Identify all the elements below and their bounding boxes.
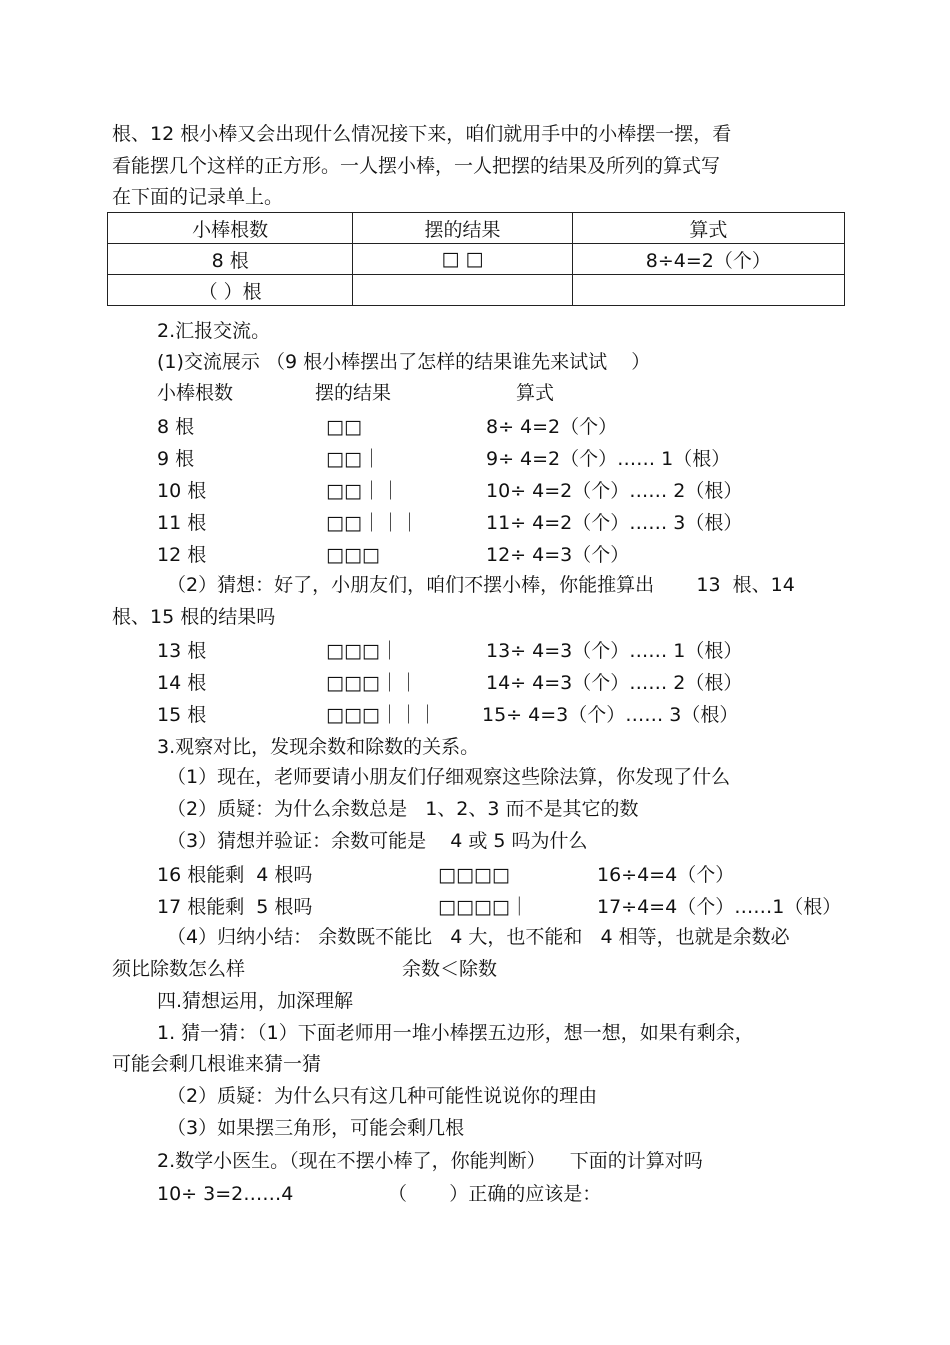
- guess-line-1: （2）猜想：好了，小朋友们，咱们不摆小棒，你能推算出 13 根、14: [167, 574, 795, 596]
- row-count: 10 根: [157, 480, 207, 502]
- summary-line-1: （4）归纳小结： 余数既不能比 4 大，也不能和 4 相等，也就是余数必: [167, 926, 790, 948]
- row-formula: 8÷ 4=2（个）: [486, 416, 618, 438]
- row-count: 14 根: [157, 672, 207, 694]
- col-header: 小棒根数: [157, 382, 234, 404]
- summary-line-2: 须比除数怎么样: [112, 958, 246, 980]
- row-result: □□□｜: [326, 640, 399, 662]
- guess-question-3: （3）如果摆三角形，可能会剩几根: [167, 1117, 465, 1139]
- col-header: 算式: [516, 382, 555, 404]
- question-2: （2）质疑：为什么余数总是 1、2、3 而不是其它的数: [167, 798, 639, 820]
- summary-answer: 余数＜除数: [402, 958, 498, 980]
- row-formula: 11÷ 4=2（个）…… 3（根）: [486, 512, 743, 534]
- row-formula: 13÷ 4=3（个）…… 1（根）: [486, 640, 743, 662]
- table-cell: 8 根: [108, 244, 353, 275]
- row-count: 13 根: [157, 640, 207, 662]
- row-result: □□□: [326, 544, 380, 566]
- row-result: □□｜｜: [326, 480, 400, 502]
- section-2-title: 2.汇报交流。: [157, 320, 271, 342]
- table-row: [108, 244, 845, 275]
- correction-prompt: （ ）正确的应该是：: [388, 1183, 602, 1205]
- row-formula: 14÷ 4=3（个）…… 2（根）: [486, 672, 743, 694]
- row-formula: 10÷ 4=2（个）…… 2（根）: [486, 480, 743, 502]
- row-formula: 17÷4=4（个）……1（根）: [597, 896, 842, 918]
- intro-line-3: 在下面的记录单上。: [112, 186, 284, 208]
- table-cell: □ □: [353, 244, 572, 275]
- table-cell: [572, 275, 844, 306]
- row-result: □□□｜｜｜: [326, 704, 437, 726]
- section-4-title: 四.猜想运用，加深理解: [157, 990, 354, 1012]
- row-formula: 15÷ 4=3（个）…… 3（根）: [482, 704, 739, 726]
- table-cell: [353, 275, 572, 306]
- question-3: （3）猜想并验证：余数可能是 4 或 5 吗为什么: [167, 830, 588, 852]
- guess-line-2: 根、15 根的结果吗: [112, 606, 276, 628]
- row-result: □□｜｜｜: [326, 512, 419, 534]
- row-count: 15 根: [157, 704, 207, 726]
- row-count: 12 根: [157, 544, 207, 566]
- guess-game-line-1: 1. 猜一猜：（1）下面老师用一堆小棒摆五边形，想一想，如果有剩余，: [157, 1022, 754, 1044]
- row-count: 11 根: [157, 512, 207, 534]
- question-1: （1）现在，老师要请小朋友们仔细观察这些除法算，你发现了什么: [167, 766, 731, 788]
- row-result: □□□□: [438, 864, 510, 886]
- row-result: □□｜: [326, 448, 381, 470]
- section-2-sub1: (1)交流展示 （9 根小棒摆出了怎样的结果谁先来试试 ）: [157, 351, 651, 373]
- row-count: 8 根: [157, 416, 195, 438]
- row-result: □□□｜｜: [326, 672, 418, 694]
- table-header: 小棒根数: [108, 213, 353, 244]
- row-result: □□□□｜: [438, 896, 529, 918]
- row-count: 9 根: [157, 448, 195, 470]
- row-count: 17 根能剩 5 根吗: [157, 896, 313, 918]
- intro-line-2: 看能摆几个这样的正方形。一人摆小棒，一人把摆的结果及所列的算式写: [112, 155, 721, 177]
- table-cell: （ ）根: [108, 275, 353, 306]
- row-formula: 9÷ 4=2（个）…… 1（根）: [486, 448, 731, 470]
- row-formula: 12÷ 4=3（个）: [486, 544, 630, 566]
- table-header: 算式: [572, 213, 844, 244]
- check-equation: 10÷ 3=2……4: [157, 1183, 294, 1205]
- table-header-row: [108, 213, 845, 244]
- intro-line-1: 根、12 根小棒又会出现什么情况接下来，咱们就用手中的小棒摆一摆，看: [112, 123, 732, 145]
- table-header: 摆的结果: [353, 213, 572, 244]
- math-doctor-line: 2.数学小医生。（现在不摆小棒了，你能判断） 下面的计算对吗: [157, 1150, 703, 1172]
- row-count: 16 根能剩 4 根吗: [157, 864, 313, 886]
- col-header: 摆的结果: [315, 382, 392, 404]
- section-3-title: 3.观察对比，发现余数和除数的关系。: [157, 736, 480, 758]
- table-cell: 8÷4=2（个）: [572, 244, 844, 275]
- row-result: □□: [326, 416, 362, 438]
- table-row: [108, 275, 845, 306]
- guess-question-2: （2）质疑：为什么只有这几种可能性说说你的理由: [167, 1085, 598, 1107]
- guess-game-line-2: 可能会剩几根谁来猜一猜: [112, 1053, 322, 1075]
- row-formula: 16÷4=4（个）: [597, 864, 735, 886]
- record-table: [107, 212, 845, 306]
